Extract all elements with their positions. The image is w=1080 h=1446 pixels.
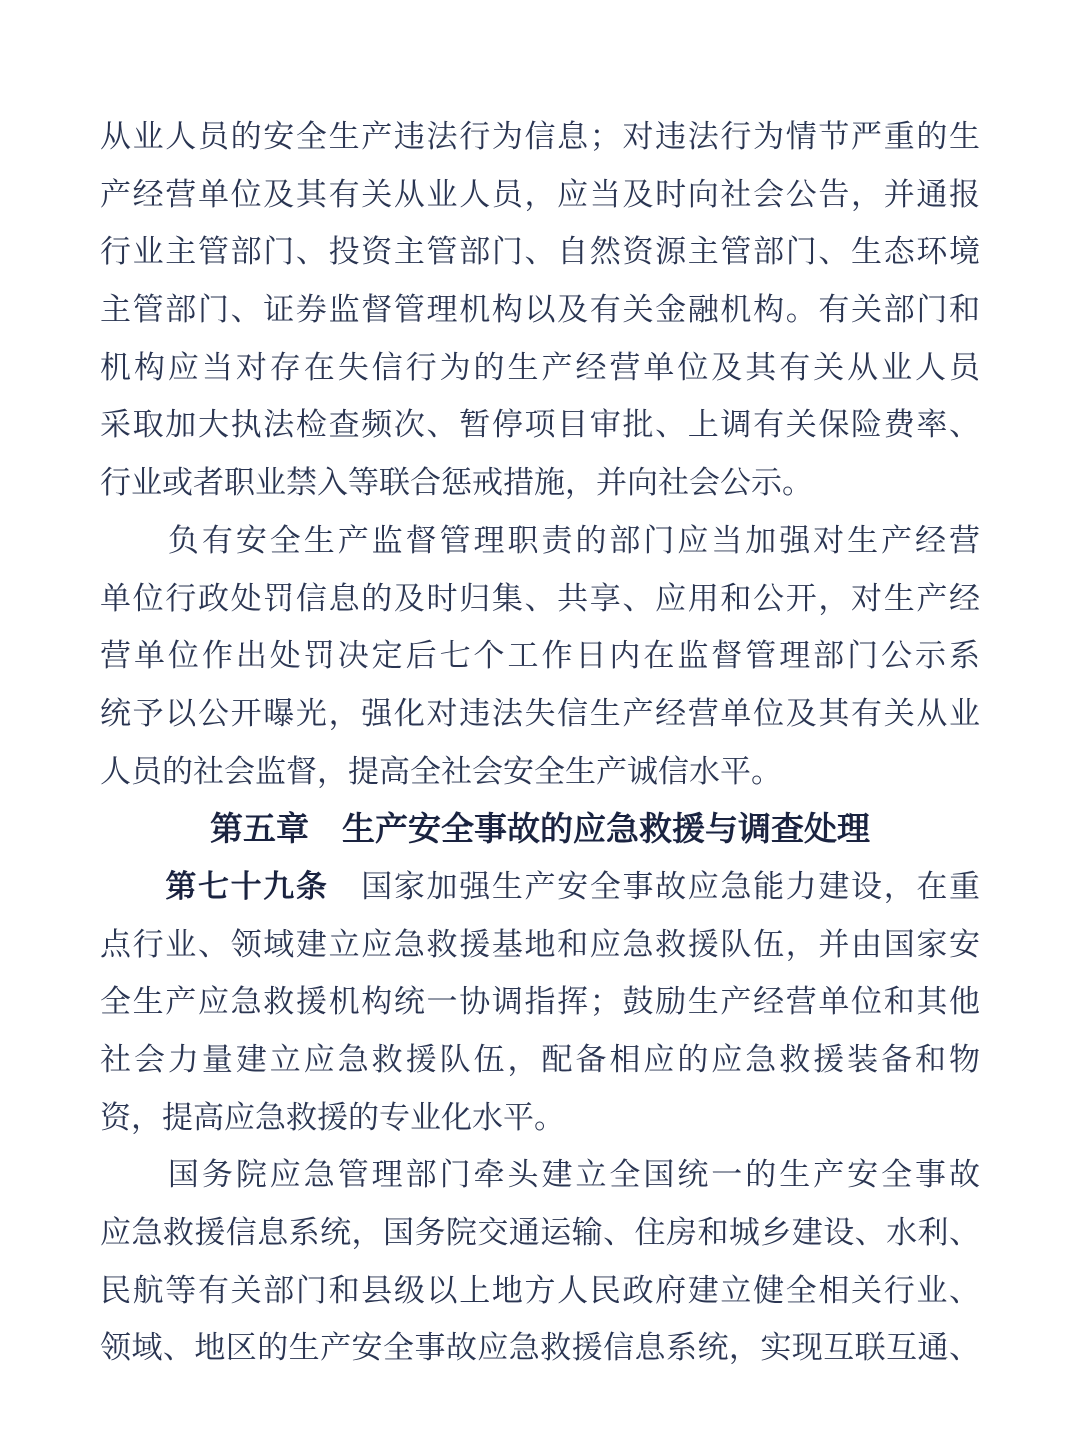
text-line: 机构应当对存在失信行为的生产经营单位及其有关从业人员 [100,349,980,385]
paragraph-punishment-disclosure [100,512,980,800]
text-line: 统予以公开曝光，强化对违法失信生产经营单位及其有关从业 [100,695,980,731]
text-segment [100,869,165,904]
text-line: 资，提高应急救援的专业化水平。 [100,1099,565,1135]
text-line: 行业主管部门、投资主管部门、自然资源主管部门、生态环境 [100,234,980,270]
paragraph-rescue-info-system [100,1146,980,1377]
text-line: 国务院应急管理部门牵头建立全国统一的生产安全事故 [100,1157,980,1193]
text-line: 单位行政处罚信息的及时归集、共享、应用和公开，对生产经 [100,580,980,616]
text-line: 民航等有关部门和县级以上地方人民政府建立健全相关行业、 [100,1272,980,1308]
text-line: 点行业、领域建立应急救援基地和应急救援队伍，并由国家安 [100,926,980,962]
text-line: 应急救援信息系统，国务院交通运输、住房和城乡建设、水利、 [100,1215,980,1251]
text-line: 负有安全生产监督管理职责的部门应当加强对生产经营 [100,522,980,558]
text-line: 行业或者职业禁入等联合惩戒措施，并向社会公示。 [100,465,813,501]
text-line: 营单位作出处罚决定后七个工作日内在监督管理部门公示系 [100,638,980,674]
text-line: 领域、地区的生产安全事故应急救援信息系统，实现互联互通、 [100,1330,980,1366]
text-line: 采取加大执法检查频次、暂停项目审批、上调有关保险费率、 [100,407,980,443]
text-line [100,858,980,916]
text-line: 人员的社会监督，提高全社会安全生产诚信水平。 [100,753,782,789]
text-line: 产经营单位及其有关从业人员，应当及时向社会公告，并通报 [100,176,980,212]
text-line: 社会力量建立应急救援队伍，配备相应的应急救援装备和物 [100,1042,980,1077]
text-line: 从业人员的安全生产违法行为信息；对违法行为情节严重的生 [100,119,980,154]
text-line: 全生产应急救援机构统一协调指挥；鼓励生产经营单位和其他 [100,984,980,1020]
text-line: 主管部门、证券监督管理机构以及有关金融机构。有关部门和 [100,292,980,328]
chapter-heading-text: 第五章 生产安全事故的应急救援与调查处理 [210,810,870,848]
article-number: 第七十九条 [165,868,329,904]
chapter-5-heading [100,800,980,858]
text-segment: 国家加强生产安全事故应急能力建设，在重 [328,868,980,904]
document-body [100,108,980,1377]
paragraph-article-79 [100,858,980,1146]
paragraph-credit-penalties [100,108,980,512]
